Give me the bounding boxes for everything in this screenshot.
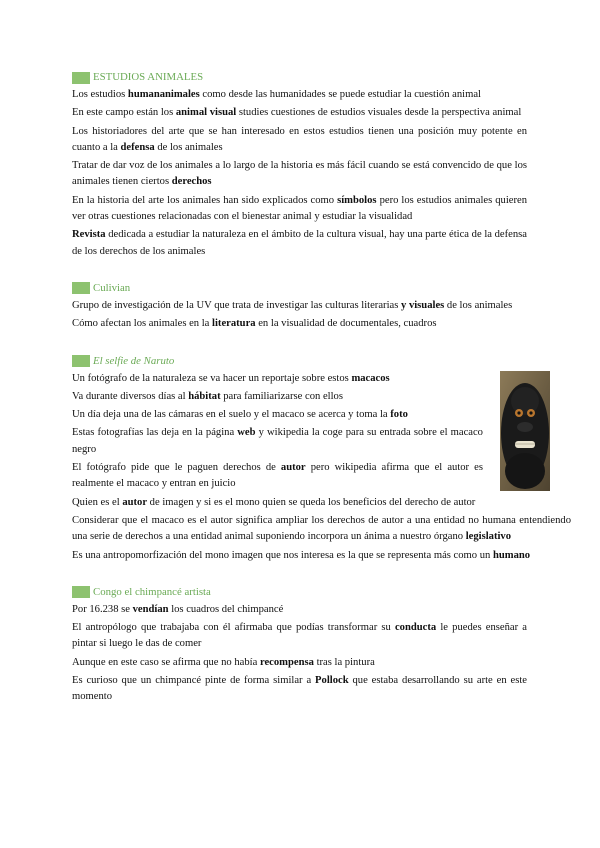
section-selfie-naruto — [72, 353, 571, 564]
heading-marker-icon — [72, 282, 90, 294]
section-body-with-image — [72, 371, 571, 564]
bold-term: foto — [390, 409, 408, 421]
heading-marker-icon — [72, 355, 90, 367]
text-run: Considerar que el macaco es el autor significa ampliar los derechos de autor a una entidad no humana entendiendo una serie de derechos a una entidad animal suponiendo incorpora un ánima a nuestro órgano — [72, 514, 571, 543]
heading-text: Congo el chimpancé artista — [93, 586, 211, 599]
text-run: Cómo afectan los animales en la — [72, 318, 213, 330]
section-body — [72, 298, 527, 333]
text-run: Es curioso que un chimpancé pinte de forma similar a — [72, 675, 316, 687]
paragraph — [72, 389, 483, 405]
section-heading — [72, 280, 527, 297]
paragraph — [72, 158, 527, 191]
bold-term: humananimales — [127, 89, 200, 100]
heading-marker-icon — [72, 72, 90, 84]
paragraph — [72, 407, 483, 423]
paragraph — [72, 655, 527, 671]
paragraph — [72, 425, 483, 458]
paragraph — [72, 460, 483, 493]
text-run: El antropólogo que trabajaba con él afirmaba que podías transformar su — [72, 622, 395, 634]
paragraph — [72, 602, 527, 618]
text-run: En este campo están los — [72, 107, 176, 119]
text-run: Grupo de investigación de la UV que trata de investigar las culturas literarias — [72, 299, 401, 311]
heading-text: Culivian — [93, 282, 131, 295]
bold-term: humano — [492, 549, 531, 561]
paragraph — [72, 548, 571, 564]
text-run: tras la pintura — [313, 656, 375, 668]
text-run: y wikipedia la coge para su entrada sobre el macaco negro — [72, 427, 483, 455]
bold-term: y visuales — [401, 299, 445, 311]
text-run: de los animales — [154, 141, 223, 153]
bold-term: defensa — [120, 141, 155, 153]
text-run: de los animales — [444, 299, 513, 311]
bold-term: Pollock — [315, 675, 349, 687]
bold-term: macacos — [351, 372, 390, 384]
text-run: Los historiadores del arte que se han interesado en estos estudios tienen una posición muy potente en cuanto a la — [72, 125, 527, 153]
text-run: Estas fotografías las deja en la página — [72, 427, 238, 439]
text-run: para familiarizarse con ellos — [220, 390, 343, 402]
bold-term: vendían — [132, 603, 169, 615]
text-run: Aunque en este caso se afirma que no había — [72, 656, 260, 668]
bold-term: autor — [280, 462, 306, 474]
paragraph — [72, 124, 527, 157]
section-heading — [72, 69, 527, 86]
macaque-photo-icon — [500, 371, 550, 491]
section-estudios-animales — [72, 69, 527, 260]
paragraph — [72, 673, 527, 706]
paragraph — [72, 87, 527, 103]
bold-term: animal visual — [175, 107, 237, 119]
section-body — [72, 602, 527, 706]
paragraph — [72, 298, 527, 314]
text-run: Los estudios — [72, 89, 128, 100]
bold-term: conducta — [394, 622, 437, 634]
bold-term: Revista — [72, 229, 106, 241]
text-run: El fotógrafo pide que le paguen derechos de — [72, 462, 281, 474]
bold-term: símbolos — [337, 194, 377, 206]
text-run: dedicada a estudiar la naturaleza en el ámbito de la cultura visual, hay una parte ética de la defensa de los derechos de los animales — [72, 229, 527, 257]
text-run: Un día deja una de las cámaras en el suelo y el macaco se acerca y toma la — [72, 409, 391, 421]
section-heading — [72, 584, 527, 601]
bold-term: autor — [122, 496, 148, 508]
text-run: que estaba desarrollando su arte en este momento — [72, 675, 527, 703]
text-run: Quien es el — [72, 496, 123, 508]
paragraph — [72, 227, 527, 260]
bold-term: derechos — [171, 176, 212, 188]
text-run: en la visualidad de documentales, cuadros — [255, 318, 437, 330]
text-run: de imagen y si es el mono quien se queda los beneficios del derecho de autor — [147, 496, 476, 508]
text-run: le puedes enseñar a pintar si luego le das de comer — [72, 622, 527, 650]
document-content — [72, 69, 571, 708]
heading-marker-icon — [72, 586, 90, 598]
heading-text: ESTUDIOS ANIMALES — [93, 71, 204, 84]
bold-term: recompensa — [259, 656, 314, 668]
text-run: pero wikipedia afirma que el autor es realmente el macaco y entran en juicio — [72, 462, 483, 490]
paragraph — [72, 371, 483, 387]
bold-term: hábitat — [188, 390, 221, 402]
text-run: En la historia del arte los animales han sido explicados como — [72, 194, 338, 206]
bold-term: legislativo — [465, 531, 512, 543]
text-run: los cuadros del chimpancé — [168, 603, 284, 615]
bold-term: literatura — [212, 318, 256, 330]
text-run: Por 16.238 se — [72, 603, 133, 615]
text-run: como desde las humanidades se puede estudiar la cuestión animal — [199, 89, 481, 100]
section-congo — [72, 584, 527, 706]
text-run: Va durante diversos días al — [72, 390, 189, 402]
paragraph — [72, 513, 571, 546]
bold-term: web — [237, 427, 256, 439]
paragraph — [72, 495, 483, 511]
text-run: Es una antropomorfización del mono imagen que nos interesa es la que se representa más como un — [72, 549, 493, 561]
text-run: studies cuestiones de estudios visuales desde la perspectiva animal — [236, 107, 522, 119]
paragraph — [72, 105, 527, 121]
section-body — [72, 87, 527, 260]
text-run: Un fotógrafo de la naturaleza se va hacer un reportaje sobre estos — [72, 372, 352, 384]
section-body — [72, 371, 571, 564]
text-run: Tratar de dar voz de los animales a lo largo de la historia es más fácil cuando se está convencido de que los animales tienen ciertos — [72, 160, 527, 188]
paragraph — [72, 316, 527, 332]
section-heading — [72, 353, 527, 370]
heading-text: El selfie de Naruto — [93, 354, 175, 367]
section-culivian — [72, 280, 527, 333]
paragraph — [72, 620, 527, 653]
paragraph — [72, 193, 527, 226]
text-run: pero los estudios animales quieren ver otras cuestiones relacionadas con el bienestar animal y estudiar la visualidad — [72, 194, 527, 223]
